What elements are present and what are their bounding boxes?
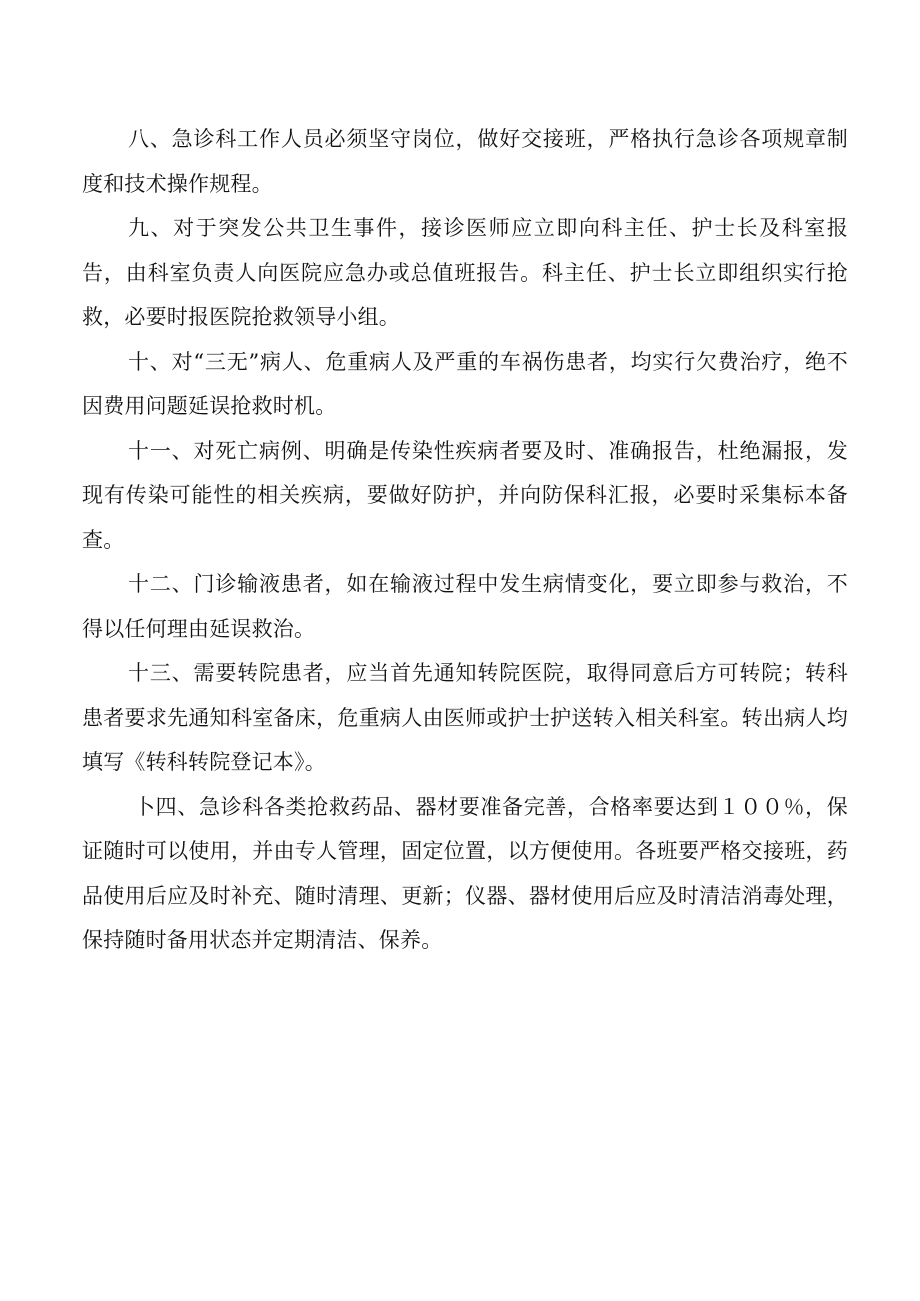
paragraph-thirteen: 十三、需要转院患者，应当首先通知转院医院，取得同意后方可转院；转科患者要求先通知科室备床，危重病人由医师或护士护送转入相关科室。转出病人均填写《转科转院登记本》。 <box>82 661 848 774</box>
paragraph-twelve: 十二、门诊输液患者，如在输液过程中发生病情变化，要立即参与救治，不得以任何理由延误救治。 <box>82 572 848 641</box>
paragraph-fourteen: 卜四、急诊科各类抢救药品、器材要准备完善，合格率要达到１００％，保证随时可以使用，并由专人管理，固定位置，以方便使用。各班要严格交接班，药品使用后应及时补充、随时清理、更新；仪器、器材使用后应及时清洁消毒处理，保持随时备用状态并定期清洁、保养。 <box>82 794 848 952</box>
paragraph-ten: 十、对“三无”病人、危重病人及严重的车祸伤患者，均实行欠费治疗，绝不因费用问题延误抢救时机。 <box>82 349 848 418</box>
paragraph-eight: 八、急诊科工作人员必须坚守岗位，做好交接班，严格执行急诊各项规章制度和技术操作规程。 <box>82 127 848 196</box>
paragraph-nine: 九、对于突发公共卫生事件，接诊医师应立即向科主任、护士长及科室报告，由科室负责人向医院应急办或总值班报告。科主任、护士长立即组织实行抢救，必要时报医院抢救领导小组。 <box>82 216 848 329</box>
rules-text-block <box>82 117 848 963</box>
paragraph-eleven: 十一、对死亡病例、明确是传染性疾病者要及时、准确报告，杜绝漏报，发现有传染可能性的相关疾病，要做好防护，并向防保科汇报，必要时采集标本备查。 <box>82 438 848 552</box>
